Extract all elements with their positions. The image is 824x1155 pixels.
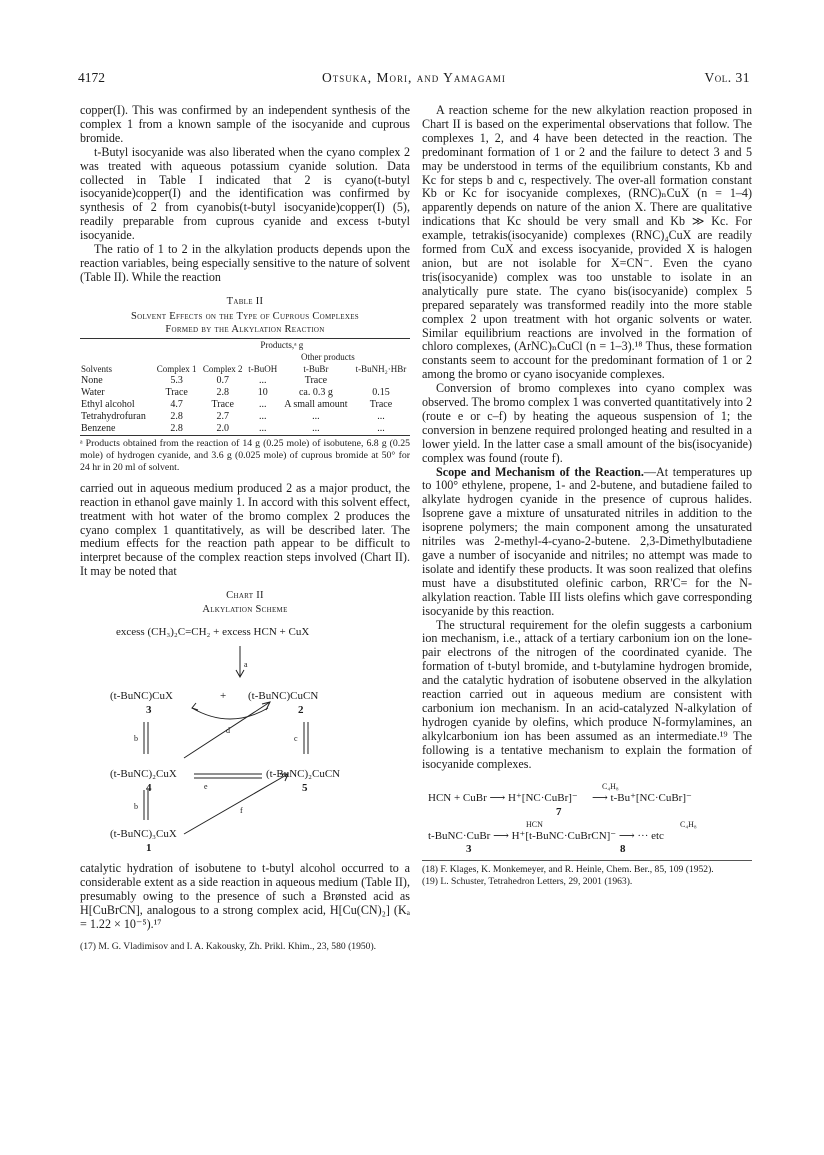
footnotes <box>422 860 752 888</box>
step-label: c <box>294 734 298 744</box>
table-cell: Trace <box>304 374 328 386</box>
table-footnote: ᵃ Products obtained from the reaction of 14 g (0.25 mole) of isobutene, 6.8 g (0.25 mole) of hydrogen cyanide, and 3.6 g (0.025 mole) of cuprous bromide at 50° for 24 hr in 20 ml of solvent. <box>80 437 410 473</box>
paragraph: A reaction scheme for the new alkylation reaction proposed in Chart II is based on the experimental observations that follow. The complexes 1, 2, and 4 have been detected in the reaction. The predominant formation of 1 or 2 and the failure to detect 3 and 5 may be understood in terms of the equilibrium constants, Kb and Kc for steps b and c, respectively. The over-all formation constant Kb or Kc for isocyanide complexes, (RNC)ₙCuX (n = 1–4) apparently depends on nature of the anion X. There are qualitative indications that Kc should be very small and Kb ≫ Kc. For example, tetrakis(isocyanide) complexes (RNC)₄CuX are readily formed from CuX and excess isocyanide, provided X is halogen anion, but are not isolable for X=CN⁻. Even the cyano tris(isocyanide) complex was too unstable to isolate in an analytically pure state. The cyano bis(isocyanide) complex 5 prepared separately was transformed readily into the more stable complex 2 upon treatment with hot organic solvents or water. Similar equilibrium reactions are involved in the formation of chloro complexes, (ArNC)ₙCuCl (n = 1–3).¹⁸ Thus, these formation constants seem to account for the predominant formation of 1 or 2 among the bromo or cyano isocyanide complexes. <box>422 103 752 382</box>
chart-title: Alkylation Scheme <box>202 604 288 616</box>
column-header: Complex 2 <box>202 363 243 374</box>
table-row <box>80 411 410 423</box>
compound-number: 1 <box>146 842 152 855</box>
running-header <box>78 70 750 88</box>
paragraph <box>422 466 752 619</box>
table-cell: Water <box>81 386 105 398</box>
table-cell: 2.8 <box>170 410 183 422</box>
table-cell: ... <box>312 410 320 422</box>
paragraph-text: —At temperatures up to 100° ethylene, propene, 1- and 2-butene, and butadiene failed to alkylate hydrogen cyanide in the presence of cuprous halides. Isoprene gave a mixture of unsaturated nitriles in addition to the isoprene polymers; the main component among the unsaturated nitriles was 2-methyl-4-cyano-2-butene. 2,3-Dimethylbutadiene gave a number of isocyanide and nitriles; no attempt was made to isolate and identify these products. It was soon realized that olefins must have a disubstituted olefinic carbon, RR'C= for the N-alkylation reaction. Table III lists olefins which gave corresponding isocyanide by this reaction. <box>422 464 752 618</box>
table-label: Table II <box>226 295 264 307</box>
column-header: t-BuBr <box>303 363 329 374</box>
complex-1: (t-BuNC)₃CuX <box>110 828 177 841</box>
table-cell: 10 <box>257 386 268 398</box>
table-cell: 0.15 <box>372 386 390 398</box>
footnote: (18) F. Klages, K. Monkemeyer, and R. Heinle, Chem. Ber., 85, 109 (1952). <box>422 863 714 875</box>
complex-2: (t-BuNC)CuCN <box>248 690 319 703</box>
left-column <box>80 104 410 953</box>
table-cell: ... <box>259 374 267 386</box>
paragraph: The ratio of 1 to 2 in the alkylation products depends upon the reaction variables, being especially sensitive to the nature of solvent (Table II). While the reaction <box>80 242 410 284</box>
reagent-label: HCN <box>526 819 543 829</box>
table-cell: 2.8 <box>216 386 229 398</box>
table-row <box>80 387 410 399</box>
column-header: Complex 1 <box>156 363 197 374</box>
table-cell: 4.7 <box>170 398 183 410</box>
table-cell: A small amount <box>284 398 348 410</box>
column-header: Solvents <box>81 363 113 374</box>
authors: Otsuka, Mori, and Yamagami <box>322 70 506 85</box>
compound-number: 7 <box>556 805 562 818</box>
equation: HCN + CuBr ⟶ H⁺[NC·CuBr]⁻ <box>428 791 578 804</box>
table-cell: Tetrahydrofuran <box>81 410 146 422</box>
volume: Vol. 31 <box>704 70 750 85</box>
table-title: Formed by the Alkylation Reaction <box>165 323 325 335</box>
complex-5: (t-BuNC)₂CuCN <box>266 768 341 781</box>
step-label: e <box>204 782 208 792</box>
compound-number: 4 <box>146 782 152 795</box>
table-cell: ca. 0.3 g <box>298 386 333 398</box>
table-cell: Trace <box>165 386 188 398</box>
equation: ⟶ t-Bu⁺[NC·CuBr]⁻ <box>592 791 692 804</box>
paragraph: The structural requirement for the olefin suggests a carbonium ion mechanism, i.e., attack of a tertiary carbonium ion on the lone-pair electrons of the nitrogen of the coordinated cyanide. The formation of t-butyl bromide, and t-butylamine hydrogen bromide, and the catalytic hydration of isobutene observed in the alkylation reaction carried out in aqueous medium are consistent with carbonium ion mechanism. In an acid-catalyzed N-alkylation of hydrogen cyanide by olefins, which produce N-formylamines, an alkylcarbonium ion has been assumed as an intermediate.¹⁹ The following is a tentative mechanism to explain the formation of isocyanide complexes. <box>422 617 752 771</box>
table-cell: 2.0 <box>216 422 229 434</box>
complex-4: (t-BuNC)₂CuX <box>110 768 177 781</box>
paragraph: copper(I). This was confirmed by an independent synthesis of the complex 1 from a known sample of the isocyanide and cuprous bromide. <box>80 103 410 145</box>
table-cell: ... <box>312 422 320 434</box>
step-label: b <box>134 802 138 812</box>
table-cell <box>352 375 410 387</box>
table-cell: ... <box>377 422 385 434</box>
alkylation-scheme <box>80 624 410 856</box>
table-cell: ... <box>259 410 267 422</box>
compound-number: 8 <box>620 842 626 855</box>
page-number: 4172 <box>78 70 105 85</box>
section-heading: Scope and Mechanism of the Reaction. <box>436 464 644 479</box>
footnote: (19) L. Schuster, Tetrahedron Letters, 29, 2001 (1963). <box>422 875 633 887</box>
table-title: Solvent Effects on the Type of Cuprous Complexes <box>131 310 359 322</box>
column-header: t-BuNH₂·HBr <box>355 363 407 374</box>
step-label: d <box>226 726 230 736</box>
reagent-label: C₄H₈ <box>680 819 697 829</box>
step-label: f <box>240 806 243 816</box>
mechanism-equations <box>422 780 752 855</box>
right-column <box>422 104 752 888</box>
step-label: b <box>134 734 138 744</box>
table-row <box>80 399 410 411</box>
table-row <box>80 375 410 387</box>
compound-number: 5 <box>302 782 308 795</box>
table-cell: Benzene <box>81 422 116 434</box>
data-table <box>80 338 410 436</box>
step-label: a <box>244 660 248 670</box>
table-cell: ... <box>259 422 267 434</box>
table-group-header: Products,ᵃ g <box>260 339 304 350</box>
paragraph: carried out in aqueous medium produced 2 as a major product, the reaction in ethanol gave mainly 1. In accord with this solvent effect, treatment with hot water of the bromo complex 2 produces the cyano complex 1 quantitatively, as will be described later. The medium effects for the reaction path appear to be difficult to interpret because of the complex reaction steps involved (Chart II). It may be noted that <box>80 480 410 579</box>
paragraph: t-Butyl isocyanide was also liberated when the cyano complex 2 was treated with aqueous potassium cyanide solution. Data collected in Table I indicated that 2 is cyano(t-butyl isocyanide)copper(I) and the identification was confirmed by synthesis of 2 from cyanobis(t-butyl isocyanide)copper(I) (5), readily preparable from cuprous cyanide and excess t-butyl isocyanide. <box>80 144 410 243</box>
scheme-reactants: excess (CH₃)₂C=CH₂ + excess HCN + CuX <box>116 626 310 639</box>
paragraph: Conversion of bromo complexes into cyano complex was observed. The bromo complex 1 was converted quantitatively into 2 (route e or c–f) by heating the aqueous suspension of 1; the conversion in benzene required prolonged heating and resulted in a lower yield. In the latter case a small amount of the bis(isocyanide) complex was found (route f). <box>422 381 752 465</box>
table-cell: ... <box>259 398 267 410</box>
complex-3: (t-BuNC)CuX <box>110 690 173 703</box>
compound-number: 3 <box>146 704 152 717</box>
table-cell: Trace <box>369 398 393 410</box>
plus-sign: + <box>220 690 227 703</box>
column-header: t-BuOH <box>248 363 278 374</box>
table-cell: 2.7 <box>216 410 229 422</box>
chart-label: Chart II <box>226 590 264 602</box>
table-ii <box>80 295 410 474</box>
table-cell: 5.3 <box>170 374 183 386</box>
paragraph: catalytic hydration of isobutene to t-butyl alcohol occurred to a considerable extent as a side reaction in aqueous medium (Table II), presumably owing to the presence of such a Brønsted acid as H[CuBrCN], analogous to a strong complex acid, H[Cu(CN)₂] (Kₐ = 1.22 × 10⁻⁵).¹⁷ <box>80 861 410 931</box>
table-row <box>80 423 410 436</box>
table-cell: None <box>81 374 103 386</box>
table-cell: ... <box>377 410 385 422</box>
table-cell: 2.8 <box>170 422 183 434</box>
footnote: (17) M. G. Vladimisov and I. A. Kakousky, Zh. Prikl. Khim., 23, 580 (1950). <box>80 940 377 952</box>
equation: t-BuNC·CuBr ⟶ H⁺[t-BuNC·CuBrCN]⁻ ⟶ ··· etc <box>428 829 664 842</box>
compound-number: 2 <box>298 704 304 717</box>
table-subgroup-header: Other products <box>300 351 355 362</box>
compound-number: 3 <box>466 842 472 855</box>
table-cell: Ethyl alcohol <box>81 398 135 410</box>
table-cell: Trace <box>211 398 234 410</box>
table-cell: 0.7 <box>216 374 229 386</box>
reagent-label: C₄H₈ <box>602 781 619 791</box>
